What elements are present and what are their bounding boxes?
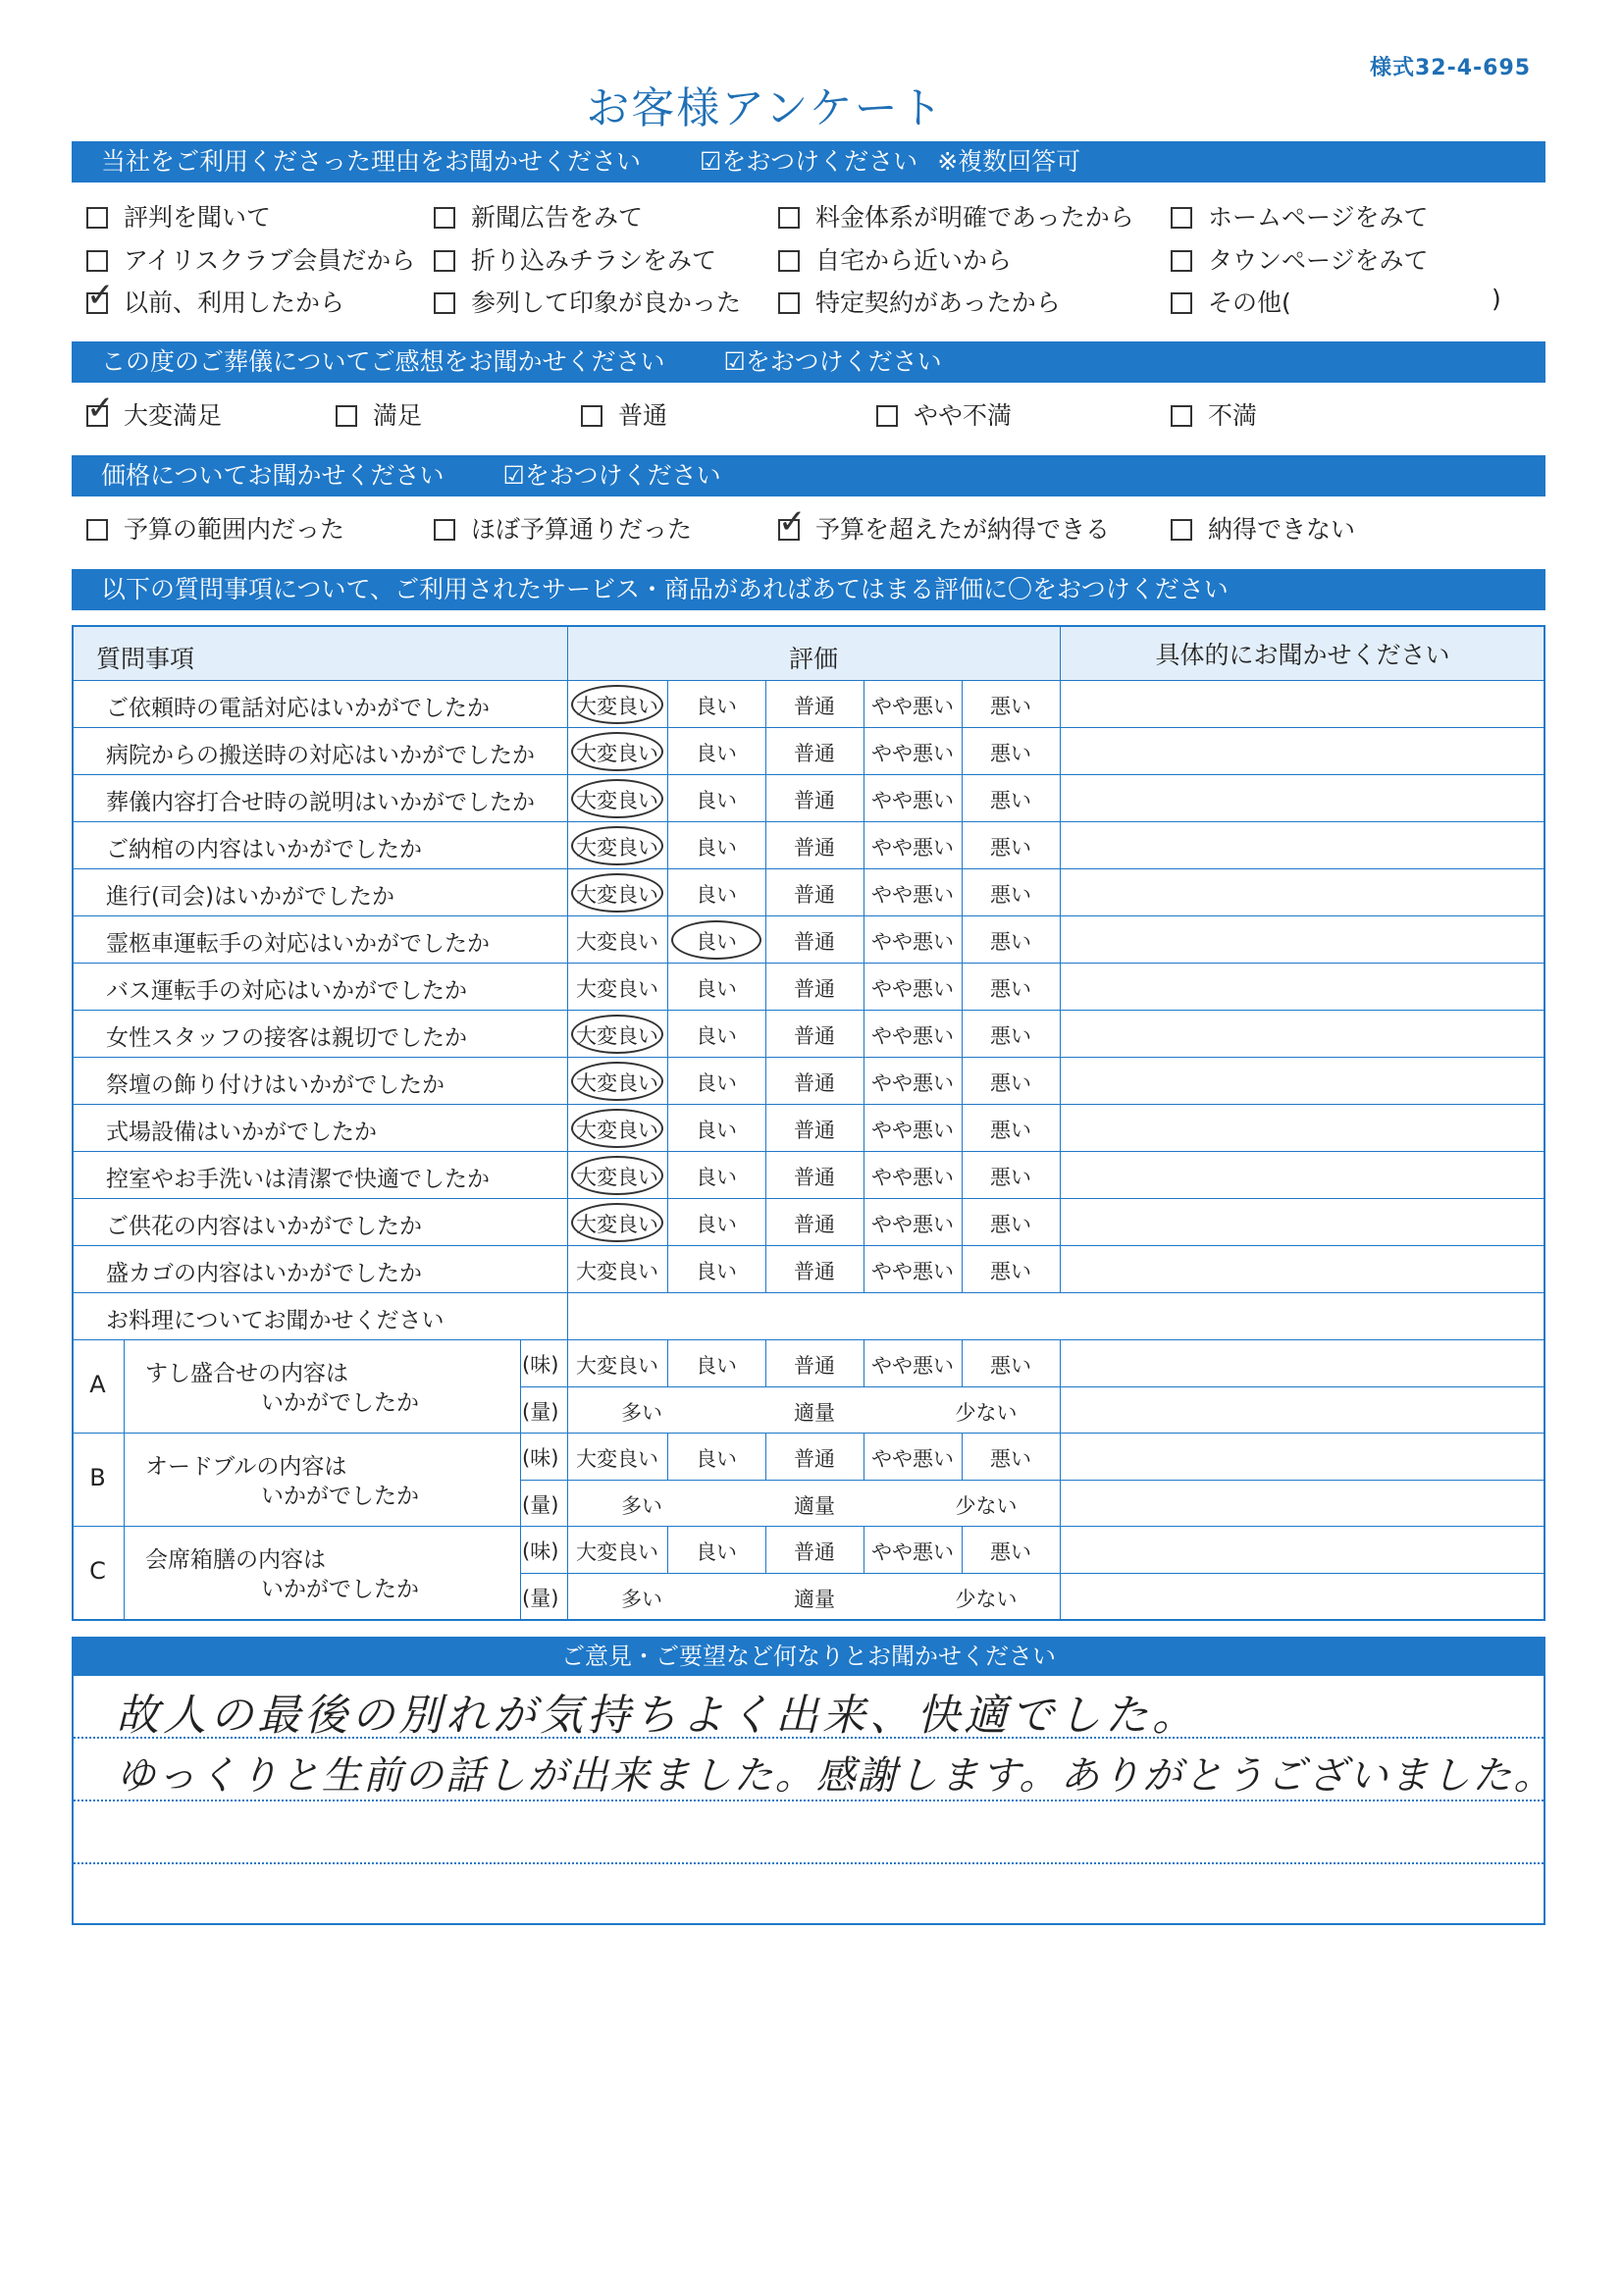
price-option-3[interactable] [1171,513,1355,547]
reason-option-6[interactable] [778,244,1012,278]
rating-option[interactable]: 悪い [990,1166,1031,1189]
price-option-label-2: 予算を超えたが納得できる [815,515,1111,544]
rating-circle-mark [571,1203,663,1242]
row-divider [72,1104,1545,1105]
row-divider [72,1526,1545,1527]
amount-label: (量) [522,1492,559,1517]
taste-label: (味) [522,1539,559,1563]
taste-rating-option[interactable]: 悪い [990,1540,1031,1564]
satisfaction-option-1[interactable] [336,399,422,433]
reason-option-label-4: アイリスクラブ会員だから [124,246,416,275]
comments-header: ご意見・ご要望など何なりとお聞かせください [72,1637,1545,1676]
amount-option[interactable]: 少ない [955,1493,1018,1518]
satisfaction-checkbox-4[interactable] [1171,405,1192,427]
question-text: 霊柩車運転手の対応はいかがでしたか [106,931,490,957]
reason-option-label-7: タウンページをみて [1208,246,1429,275]
rating-option[interactable]: 良い [696,977,737,1001]
rating-option[interactable]: 普通 [794,695,835,718]
rating-option[interactable]: 普通 [794,1213,835,1236]
reason-checkbox-0[interactable] [86,207,108,229]
section1-header [72,141,1545,183]
rating-option[interactable]: 良い [696,1166,737,1189]
taste-rating-option[interactable]: 良い [696,1447,737,1471]
letter-col-divider [124,1339,125,1433]
satisfaction-checkbox-1[interactable] [336,405,357,427]
question-text: ご依頼時の電話対応はいかがでしたか [106,696,490,721]
reason-checkbox-5[interactable] [434,250,455,272]
satisfaction-option-3[interactable] [876,399,1012,433]
reason-option-label-3: ホームページをみて [1208,203,1429,232]
other-close-paren: ) [1492,285,1501,313]
price-checkbox-0[interactable] [86,519,108,541]
reason-option-11[interactable] [1171,287,1291,320]
taste-label: (味) [522,1446,559,1470]
question-text: 葬儀内容打合せ時の説明はいかがでしたか [106,790,535,815]
rating-option[interactable]: 大変良い [576,1166,658,1189]
section1-title: 当社をご利用くださった理由をお聞かせください [101,147,642,176]
rating-col-divider [765,1526,766,1573]
reason-option-0[interactable] [86,201,271,235]
rating-option[interactable]: 普通 [794,977,835,1001]
food-item-line1: 会席箱膳の内容は [145,1547,326,1573]
reason-option-label-1: 新聞広告をみて [471,203,644,232]
sub-row-divider [520,1480,1545,1481]
amount-option[interactable]: 少ない [955,1400,1018,1425]
row-divider [72,727,1545,728]
rating-col-divider [667,680,668,1292]
rating-circle-mark [571,685,663,724]
row-divider [72,1010,1545,1011]
taste-rating-option[interactable]: 普通 [794,1354,835,1378]
question-text: 盛カゴの内容はいかがでしたか [106,1261,422,1286]
rating-option[interactable]: 普通 [794,836,835,860]
taste-rating-option[interactable]: やや悪い [871,1540,954,1564]
amount-option[interactable]: 多い [621,1400,662,1425]
rating-option[interactable]: 悪い [990,1071,1031,1095]
rating-option[interactable]: 悪い [990,1213,1031,1236]
row-divider [72,821,1545,822]
rating-option[interactable]: 良い [696,789,737,812]
section1-hint: ☑をおつけください [700,147,918,176]
taste-rating-option[interactable]: 良い [696,1354,737,1378]
rating-option[interactable]: 普通 [794,1119,835,1142]
comment-handwritten-line-2[interactable]: ゆっくりと生前の話しが出来ました。感謝します。ありがとうございました。 [116,1753,1555,1799]
rating-col-divider [667,1433,668,1480]
rating-option[interactable]: 良い [696,1213,737,1236]
amount-option[interactable]: 多い [621,1587,662,1611]
amount-label: (量) [522,1399,559,1424]
rating-option[interactable]: 良い [696,742,737,765]
food-letter: B [89,1464,106,1491]
taste-rating-option[interactable]: 良い [696,1540,737,1564]
price-checkbox-3[interactable] [1171,519,1192,541]
rating-option[interactable]: 良い [696,836,737,860]
taste-rating-option[interactable]: 大変良い [576,1447,658,1471]
col-rating-header: 評価 [788,645,838,673]
row-divider [72,1292,1545,1293]
rating-option[interactable]: やや悪い [871,695,954,718]
taste-rating-option[interactable]: 悪い [990,1354,1031,1378]
row-divider [72,774,1545,775]
rating-circle-mark [571,1109,663,1148]
row-divider [72,1339,1545,1340]
reason-checkbox-1[interactable] [434,207,455,229]
reason-checkbox-10[interactable] [778,292,800,314]
page-title: お客様アンケート [586,83,945,133]
satisfaction-option-label-2: 普通 [618,401,668,430]
reason-option-3[interactable] [1171,201,1429,235]
satisfaction-option-label-0: 大変満足 [124,401,223,430]
reason-option-2[interactable] [778,201,1134,235]
rating-option[interactable]: 良い [696,695,737,718]
desc-col-divider [520,1339,521,1433]
rating-circle-mark [571,826,663,865]
rating-col-divider [765,1339,766,1386]
question-text: 式場設備はいかがでしたか [106,1120,377,1145]
reason-checkbox-7[interactable] [1171,250,1192,272]
rating-option[interactable]: 大変良い [576,742,658,765]
amount-option[interactable]: 適量 [794,1587,835,1611]
amount-label: (量) [522,1586,559,1610]
desc-col-divider [520,1526,521,1619]
rating-circle-mark [571,732,663,771]
price-option-2[interactable] [778,513,1110,547]
rating-option[interactable]: 大変良い [576,1213,658,1236]
question-text: バス運転手の対応はいかがでしたか [106,978,467,1004]
col-question-header: 質問事項 [96,645,195,673]
header-divider [72,680,1545,681]
comment-handwritten-line-1[interactable]: 故人の最後の別れが気持ちよく出来、快適でした。 [116,1691,1199,1741]
question-text: 進行(司会)はいかがでしたか [106,884,394,910]
rating-col-divider [765,1433,766,1480]
rating-option[interactable]: 大変良い [576,1071,658,1095]
rating-option[interactable]: 悪い [990,789,1031,812]
rating-option[interactable]: 良い [696,1119,737,1142]
food-header: お料理についてお聞かせください [106,1308,445,1333]
rating-option[interactable]: 良い [696,1071,737,1095]
rating-option[interactable]: 大変良い [576,1119,658,1142]
reason-option-10[interactable] [778,287,1061,320]
satisfaction-checkbox-3[interactable] [876,405,898,427]
rating-option[interactable]: 大変良い [576,1024,658,1048]
rating-option[interactable]: 良い [696,930,737,954]
satisfaction-option-label-4: 不満 [1208,401,1258,430]
form-id: 様式32-4-695 [1370,56,1532,80]
rating-option[interactable]: 普通 [794,1166,835,1189]
rating-option[interactable]: やや悪い [871,1166,954,1189]
reason-checkbox-6[interactable] [778,250,800,272]
rating-option[interactable]: やや悪い [871,836,954,860]
taste-rating-option[interactable]: 悪い [990,1447,1031,1471]
section4-title: 以下の質問事項について、ご利用されたサービス・商品があればあてはまる評価に〇をおつけください [101,575,1229,603]
price-option-1[interactable] [434,513,692,547]
row-divider [72,1245,1545,1246]
price-checkbox-2[interactable] [778,519,800,541]
reason-option-9[interactable] [434,287,741,320]
food-item-line2: いかがでしたか [261,1390,419,1416]
row-divider [72,1198,1545,1199]
rating-option[interactable]: やや悪い [871,742,954,765]
rating-circle-mark [571,1156,663,1195]
amount-option[interactable]: 適量 [794,1400,835,1425]
rating-option[interactable]: 良い [696,1024,737,1048]
rating-circle-mark [571,873,663,913]
rating-option[interactable]: やや悪い [871,1213,954,1236]
reason-option-4[interactable] [86,244,415,278]
price-option-0[interactable] [86,513,344,547]
reason-option-label-10: 特定契約があったから [815,288,1061,317]
section2-hint: ☑をおつけください [723,347,942,376]
rating-option[interactable]: 普通 [794,1024,835,1048]
reason-option-8[interactable] [86,287,344,320]
taste-rating-option[interactable]: やや悪い [871,1447,954,1471]
rating-option[interactable]: 普通 [794,789,835,812]
rating-option[interactable]: 良い [696,1260,737,1283]
rating-circle-mark [571,1015,663,1054]
rating-option[interactable]: 良い [696,883,737,907]
rating-option[interactable]: 悪い [990,836,1031,860]
rating-option[interactable]: 大変良い [576,836,658,860]
amount-option[interactable]: 多い [621,1493,662,1518]
rating-option[interactable]: やや悪い [871,1024,954,1048]
row-divider [72,963,1545,964]
satisfaction-option-label-3: やや不満 [914,401,1013,430]
reason-option-label-6: 自宅から近いから [815,246,1013,275]
section3-title: 価格についてお聞かせください [101,461,445,490]
food-letter: C [89,1557,106,1585]
reason-checkbox-11[interactable] [1171,292,1192,314]
rating-option[interactable]: 普通 [794,1071,835,1095]
food-item-line2: いかがでしたか [261,1577,419,1602]
rating-option[interactable]: 悪い [990,1024,1031,1048]
section3-hint: ☑をおつけください [502,461,721,490]
amount-option[interactable]: 少ない [955,1587,1018,1611]
rating-col-divider [765,680,766,1292]
row-divider [72,1619,1545,1620]
question-text: 祭壇の飾り付けはいかがでしたか [106,1072,445,1098]
taste-rating-option[interactable]: 大変良い [576,1354,658,1378]
question-text: ご納棺の内容はいかがでしたか [106,837,422,862]
rating-option[interactable]: やや悪い [871,930,954,954]
question-text: ご供花の内容はいかがでしたか [106,1214,422,1239]
desc-col-divider [520,1433,521,1526]
reason-option-5[interactable] [434,244,716,278]
price-option-label-0: 予算の範囲内だった [124,515,345,544]
price-checkbox-1[interactable] [434,519,455,541]
rating-option[interactable]: 悪い [990,883,1031,907]
rating-circle-mark [571,1062,663,1101]
rating-option[interactable]: 大変良い [576,883,658,907]
reason-checkbox-3[interactable] [1171,207,1192,229]
food-item-line2: いかがでしたか [261,1484,419,1509]
taste-rating-option[interactable]: 普通 [794,1540,835,1564]
reason-option-7[interactable] [1171,244,1429,278]
rating-option[interactable]: 大変良い [576,977,658,1001]
satisfaction-option-label-1: 満足 [373,401,423,430]
rating-col-divider [962,1339,963,1386]
reason-option-label-5: 折り込みチラシをみて [471,246,717,275]
rating-option[interactable]: やや悪い [871,1071,954,1095]
rating-option[interactable]: 大変良い [576,695,658,718]
rating-option[interactable]: 悪い [990,930,1031,954]
rating-option[interactable]: やや悪い [871,977,954,1001]
food-letter: A [89,1371,106,1398]
rating-option[interactable]: 普通 [794,883,835,907]
question-text: 女性スタッフの接客は親切でしたか [106,1025,467,1051]
row-divider [72,1057,1545,1058]
col-detail-header: 具体的にお聞かせください [1155,641,1450,669]
taste-label: (味) [522,1353,559,1377]
reason-option-label-2: 料金体系が明確であったから [815,203,1134,232]
rating-option[interactable]: 悪い [990,695,1031,718]
price-option-label-1: ほぼ予算通りだった [471,515,693,544]
sub-row-divider [520,1386,1545,1387]
rating-col-divider [667,1339,668,1386]
letter-col-divider [124,1433,125,1526]
reason-checkbox-9[interactable] [434,292,455,314]
rating-option[interactable]: 普通 [794,930,835,954]
satisfaction-option-4[interactable] [1171,399,1257,433]
taste-rating-option[interactable]: やや悪い [871,1354,954,1378]
sub-row-divider [520,1573,1545,1574]
rating-option[interactable]: 普通 [794,1260,835,1283]
rating-option[interactable]: 悪い [990,1260,1031,1283]
row-divider [72,868,1545,869]
rating-option[interactable]: 大変良い [576,789,658,812]
rating-circle-mark [671,920,761,960]
reason-checkbox-4[interactable] [86,250,108,272]
satisfaction-checkbox-2[interactable] [581,405,602,427]
rating-option[interactable]: 大変良い [576,1260,658,1283]
row-divider [72,1433,1545,1434]
taste-rating-option[interactable]: 大変良い [576,1540,658,1564]
section1-note: ※複数回答可 [937,147,1081,176]
rating-option[interactable]: やや悪い [871,789,954,812]
reason-option-label-9: 参列して印象が良かった [471,288,742,317]
satisfaction-checkbox-0[interactable] [86,405,108,427]
taste-rating-option[interactable]: 普通 [794,1447,835,1471]
amount-option[interactable]: 適量 [794,1493,835,1518]
rating-option[interactable]: やや悪い [871,1119,954,1142]
rating-col-divider [667,1526,668,1573]
rating-option[interactable]: 大変良い [576,930,658,954]
price-option-label-3: 納得できない [1208,515,1356,544]
rating-col-divider [962,680,963,1292]
comment-line [74,1862,1544,1864]
rating-option[interactable]: やや悪い [871,883,954,907]
satisfaction-option-2[interactable] [581,399,667,433]
row-divider [72,915,1545,916]
section2-title: この度のご葬儀についてご感想をお聞かせください [101,347,665,376]
reason-option-label-11: その他( [1208,288,1291,317]
section2-header [72,341,1545,383]
reason-option-label-0: 評判を聞いて [124,203,272,232]
food-item-line1: すし盛合せの内容は [145,1361,348,1386]
reason-option-label-8: 以前、利用したから [124,288,345,317]
rating-circle-mark [571,779,663,818]
reason-checkbox-2[interactable] [778,207,800,229]
food-item-line1: オードブルの内容は [145,1454,347,1480]
rating-col-divider [962,1526,963,1573]
reason-checkbox-8[interactable] [86,292,108,314]
rating-option[interactable]: 悪い [990,742,1031,765]
rating-option[interactable]: 悪い [990,977,1031,1001]
rating-col-divider [962,1433,963,1480]
satisfaction-option-0[interactable] [86,399,222,433]
letter-col-divider [124,1526,125,1619]
section3-header [72,455,1545,496]
rating-option[interactable]: 悪い [990,1119,1031,1142]
rating-option[interactable]: 普通 [794,742,835,765]
reason-option-1[interactable] [434,201,643,235]
question-text: 控室やお手洗いは清潔で快適でしたか [106,1167,490,1192]
section4-header [72,569,1545,610]
question-text: 病院からの搬送時の対応はいかがでしたか [106,743,535,768]
detail-col-divider [1060,1339,1061,1621]
row-divider [72,1151,1545,1152]
rating-option[interactable]: やや悪い [871,1260,954,1283]
